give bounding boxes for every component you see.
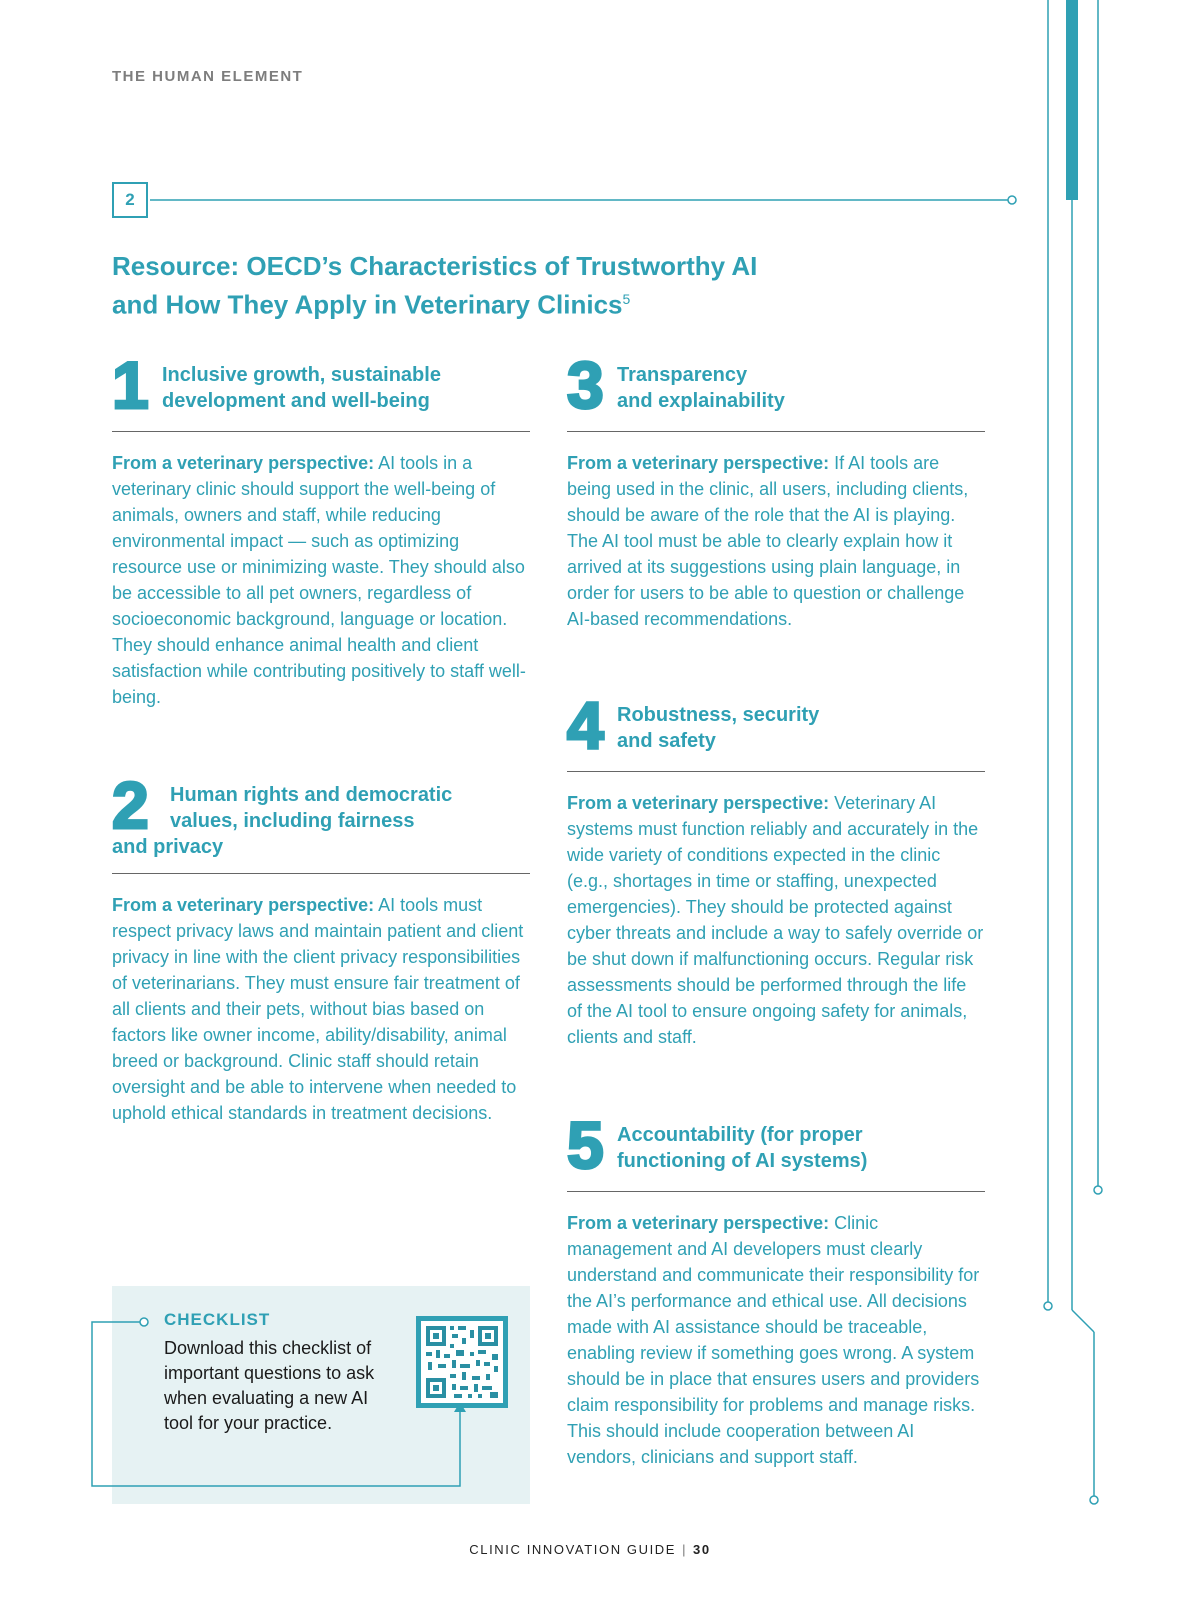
principle-1-card [112,348,530,710]
principle-2-text: AI tools must respect privacy laws and maintain patient and client privacy in line with the client privacy responsibilities of veterinarians. They must ensure fair treatment of all clients and their pets, without bias based on factors like owner income, ability/disability, animal breed or background. Clinic staff should retain oversight and be able to intervene when needed to uphold ethical standards in treatment decisions. [112,895,524,1123]
page-number: 30 [693,1542,711,1557]
principle-4-title-line-2: and safety [617,730,716,752]
principle-2-number: 2 [112,768,149,842]
principle-5-card [567,1108,985,1470]
principle-5-lead: From a veterinary perspective: [567,1213,830,1233]
title-footnote: 5 [622,291,631,307]
principle-5-title-line-2: functioning of AI systems) [617,1150,868,1172]
principle-3-header [567,348,985,432]
principle-5-number: 5 [567,1108,604,1182]
principle-4-header [567,688,985,772]
principle-1-header [112,348,530,432]
principle-5-header [567,1108,985,1192]
principle-2-title-line-1: Human rights and democratic [170,784,453,806]
page-footer [0,1542,1180,1557]
principle-3-card [567,348,985,632]
principle-3-body [567,450,985,632]
principle-4-number: 4 [567,688,604,762]
principle-2-lead: From a veterinary perspective: [112,895,375,915]
principle-1-text: AI tools in a veterinary clinic should support the well-being of animals, owners and staff, while reducing environmental impact — such as optimizing resource use or minimizing waste. They should also be accessible to all pet owners, regardless of socioeconomic background, language or location. They should enhance animal health and client satisfaction while contributing positively to staff well-being. [112,453,526,707]
principle-2-body [112,892,530,1126]
principle-4-title [617,702,819,754]
principle-4-body [567,790,985,1050]
title-line-1: Resource: OECD’s Characteristics of Trustworthy AI [112,251,758,281]
principle-2-title [170,782,452,834]
principle-2-title-line-3: and privacy [112,836,224,858]
principle-3-lead: From a veterinary perspective: [567,453,830,473]
principle-1-lead: From a veterinary perspective: [112,453,375,473]
principle-1-title [162,362,441,414]
principle-1-number: 1 [112,348,149,422]
principle-2-title-line-2: values, including fairness [170,810,415,832]
principle-5-title-line-1: Accountability (for proper [617,1124,863,1146]
page-title [112,250,872,322]
title-line-2: and How They Apply in Veterinary Clinics [112,289,623,320]
principle-5-text: Clinic management and AI developers must clearly understand and communicate their responsibility for the AI’s performance and ethical use. All decisions made with AI assistance should be traceable, enabling review if something goes wrong. A system should be in place that ensures users and providers claim responsibility for problems and manage risks. This should include cooperation between AI vendors, clinicians and support staff. [567,1213,980,1467]
principle-4-lead: From a veterinary perspective: [567,793,830,813]
principle-1-title-line-1: Inclusive growth, sustainable [162,364,441,386]
principle-3-title-line-1: Transparency [617,364,748,386]
principle-2-header [112,768,530,874]
principle-1-body [112,450,530,710]
section-number-badge: 2 [112,182,148,218]
principle-1-title-line-2: development and well-being [162,390,430,412]
principle-5-title [617,1122,867,1174]
principle-3-title [617,362,785,414]
principle-4-card [567,688,985,1050]
checklist-qr-code[interactable] [416,1316,508,1408]
footer-guide-name: CLINIC INNOVATION GUIDE [469,1542,677,1557]
running-header: THE HUMAN ELEMENT [112,68,304,85]
checklist-description: Download this checklist of important questions to ask when evaluating a new AI tool for your practice. [164,1338,375,1433]
principle-3-title-line-2: and explainability [617,390,785,412]
checklist-label: CHECKLIST [164,1310,271,1329]
principle-4-title-line-1: Robustness, security [617,704,820,726]
footer-separator: | [682,1542,688,1557]
principle-4-text: Veterinary AI systems must function reliably and accurately in the wide variety of conditions expected in the clinic (e.g., shortages in time or staffing, unexpected emergencies). They should be protected against cyber threats and include a way to safely override or be shut down if malfunctioning occurs. Regular risk assessments should be performed through the life of the AI tool to ensure ongoing safety for animals, clients and staff. [567,793,984,1047]
principle-3-number: 3 [567,348,604,422]
principle-5-body [567,1210,985,1470]
principle-2-card [112,768,530,1126]
principle-3-text: If AI tools are being used in the clinic, all users, including clients, should be aware of the role that the AI is playing. The AI tool must be able to clearly explain how it arrived at its suggestions using plain language, in order for users to be able to question or challenge AI-based recommendations. [567,453,969,629]
